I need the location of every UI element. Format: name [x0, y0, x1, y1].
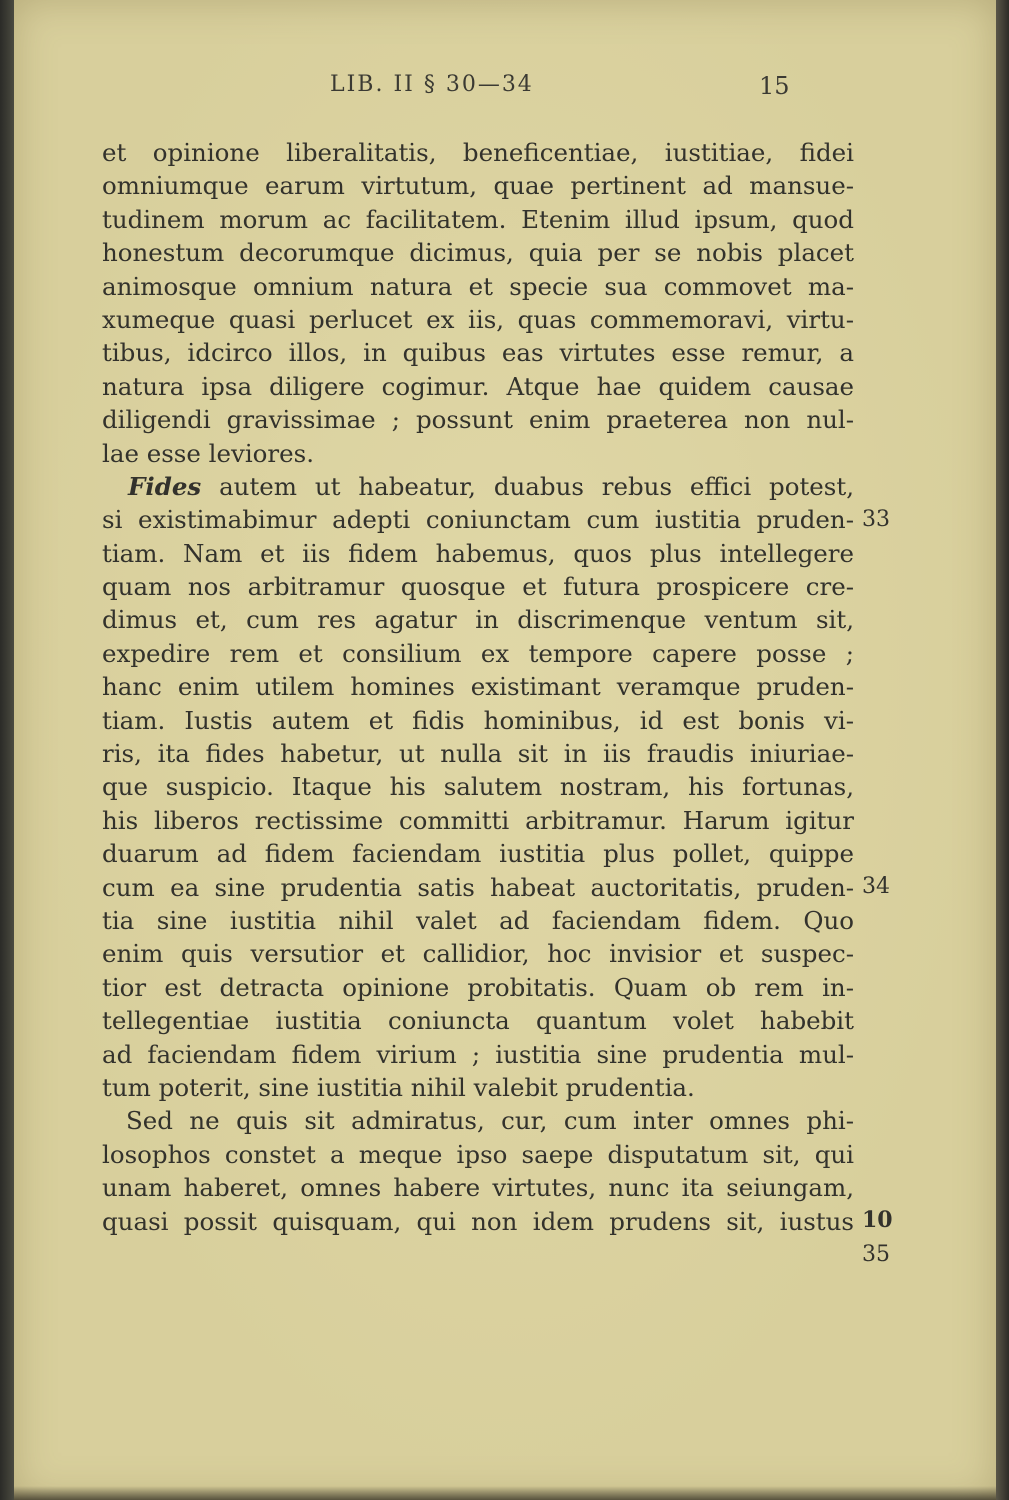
running-head	[14, 72, 996, 112]
text-line: cum ea sine prudentia satis habeat auctoritatis, pruden-	[102, 872, 854, 902]
text-line: si existimabimur adepti coniunctam cum iustitia pruden-	[102, 505, 854, 535]
text-line: tudinem morum ac facilitatem. Etenim illud ipsum, quod	[102, 204, 854, 234]
text-line-paragraph-start: Sed ne quis sit admiratus, cur, cum inter omnes phi-	[126, 1106, 854, 1136]
text-line: enim quis versutior et callidior, hoc invisior et suspec-	[102, 939, 854, 969]
text-line: natura ipsa diligere cogimur. Atque hae quidem causae	[102, 371, 854, 401]
text-line: dimus et, cum res agatur in discrimenque ventum sit,	[102, 605, 854, 635]
text-line: xumeque quasi perlucet ex iis, quas commemoravi, virtu-	[102, 304, 854, 334]
text-line: losophos constet a meque ipso saepe disputatum sit, qui	[102, 1139, 854, 1169]
page-bottom-shadow	[14, 1486, 996, 1500]
book-page	[14, 0, 996, 1500]
book-gutter-edge	[0, 0, 14, 1500]
text-line: tiam. Iustis autem et fidis hominibus, id est bonis vi-	[102, 705, 854, 735]
emphasis-fides: Fides	[128, 471, 202, 501]
text-line: diligendi gravissimae ; possunt enim praeterea non nul-	[102, 405, 854, 435]
text-line-rest: autem ut habeatur, duabus rebus effici potest,	[219, 471, 854, 501]
text-line: ad faciendam fidem virium ; iustitia sine prudentia mul-	[102, 1039, 854, 1069]
text-line: tior est detracta opinione probitatis. Quam ob rem in-	[102, 972, 854, 1002]
text-line: lae esse leviores.	[102, 438, 314, 468]
text-line: animosque omnium natura et specie sua commovet ma-	[102, 271, 854, 301]
text-line: hanc enim utilem homines existimant veramque pruden-	[102, 672, 854, 702]
text-line: expedire rem et consilium ex tempore capere posse ;	[102, 638, 854, 668]
text-line: his liberos rectissime committi arbitramur. Harum igitur	[102, 805, 854, 835]
text-line: omniumque earum virtutum, quae pertinent ad mansue-	[102, 171, 854, 201]
text-line: quasi possit quisquam, qui non idem prudens sit, iustus	[102, 1206, 854, 1236]
text-line: duarum ad fidem faciendam iustitia plus pollet, quippe	[102, 839, 854, 869]
text-line: tia sine iustitia nihil valet ad faciendam fidem. Quo	[102, 905, 854, 935]
text-line: tellegentiae iustitia coniuncta quantum volet habebit	[102, 1006, 854, 1036]
text-line-paragraph-start	[102, 470, 854, 503]
text-line: ris, ita fides habetur, ut nulla sit in iis fraudis iniuriae-	[102, 739, 854, 769]
book-fore-edge	[996, 0, 1009, 1500]
page-number: 15	[759, 72, 790, 100]
margin-number-35: 35	[862, 1242, 890, 1267]
text-line: que suspicio. Itaque his salutem nostram, his fortunas,	[102, 772, 854, 802]
text-line: et opinione liberalitatis, beneficentiae, iustitiae, fidei	[102, 138, 854, 167]
text-line: unam haberet, omnes habere virtutes, nunc ita seiungam,	[102, 1173, 854, 1203]
text-line: tiam. Nam et iis fidem habemus, quos plus intellegere	[102, 538, 854, 568]
text-line: tum poterit, sine iustitia nihil valebit prudentia.	[102, 1072, 695, 1102]
text-line: honestum decorumque dicimus, quia per se nobis placet	[102, 238, 854, 268]
text-line: quam nos arbitramur quosque et futura prospicere cre-	[102, 572, 854, 602]
margin-number-10: 10	[862, 1207, 893, 1233]
margin-number-34: 34	[862, 874, 890, 899]
text-line: tibus, idcirco illos, in quibus eas virtutes esse remur, a	[102, 338, 854, 368]
running-head-title: LIB. II § 30—34	[330, 72, 534, 97]
body-text	[102, 136, 854, 1238]
margin-number-33: 33	[862, 507, 890, 532]
